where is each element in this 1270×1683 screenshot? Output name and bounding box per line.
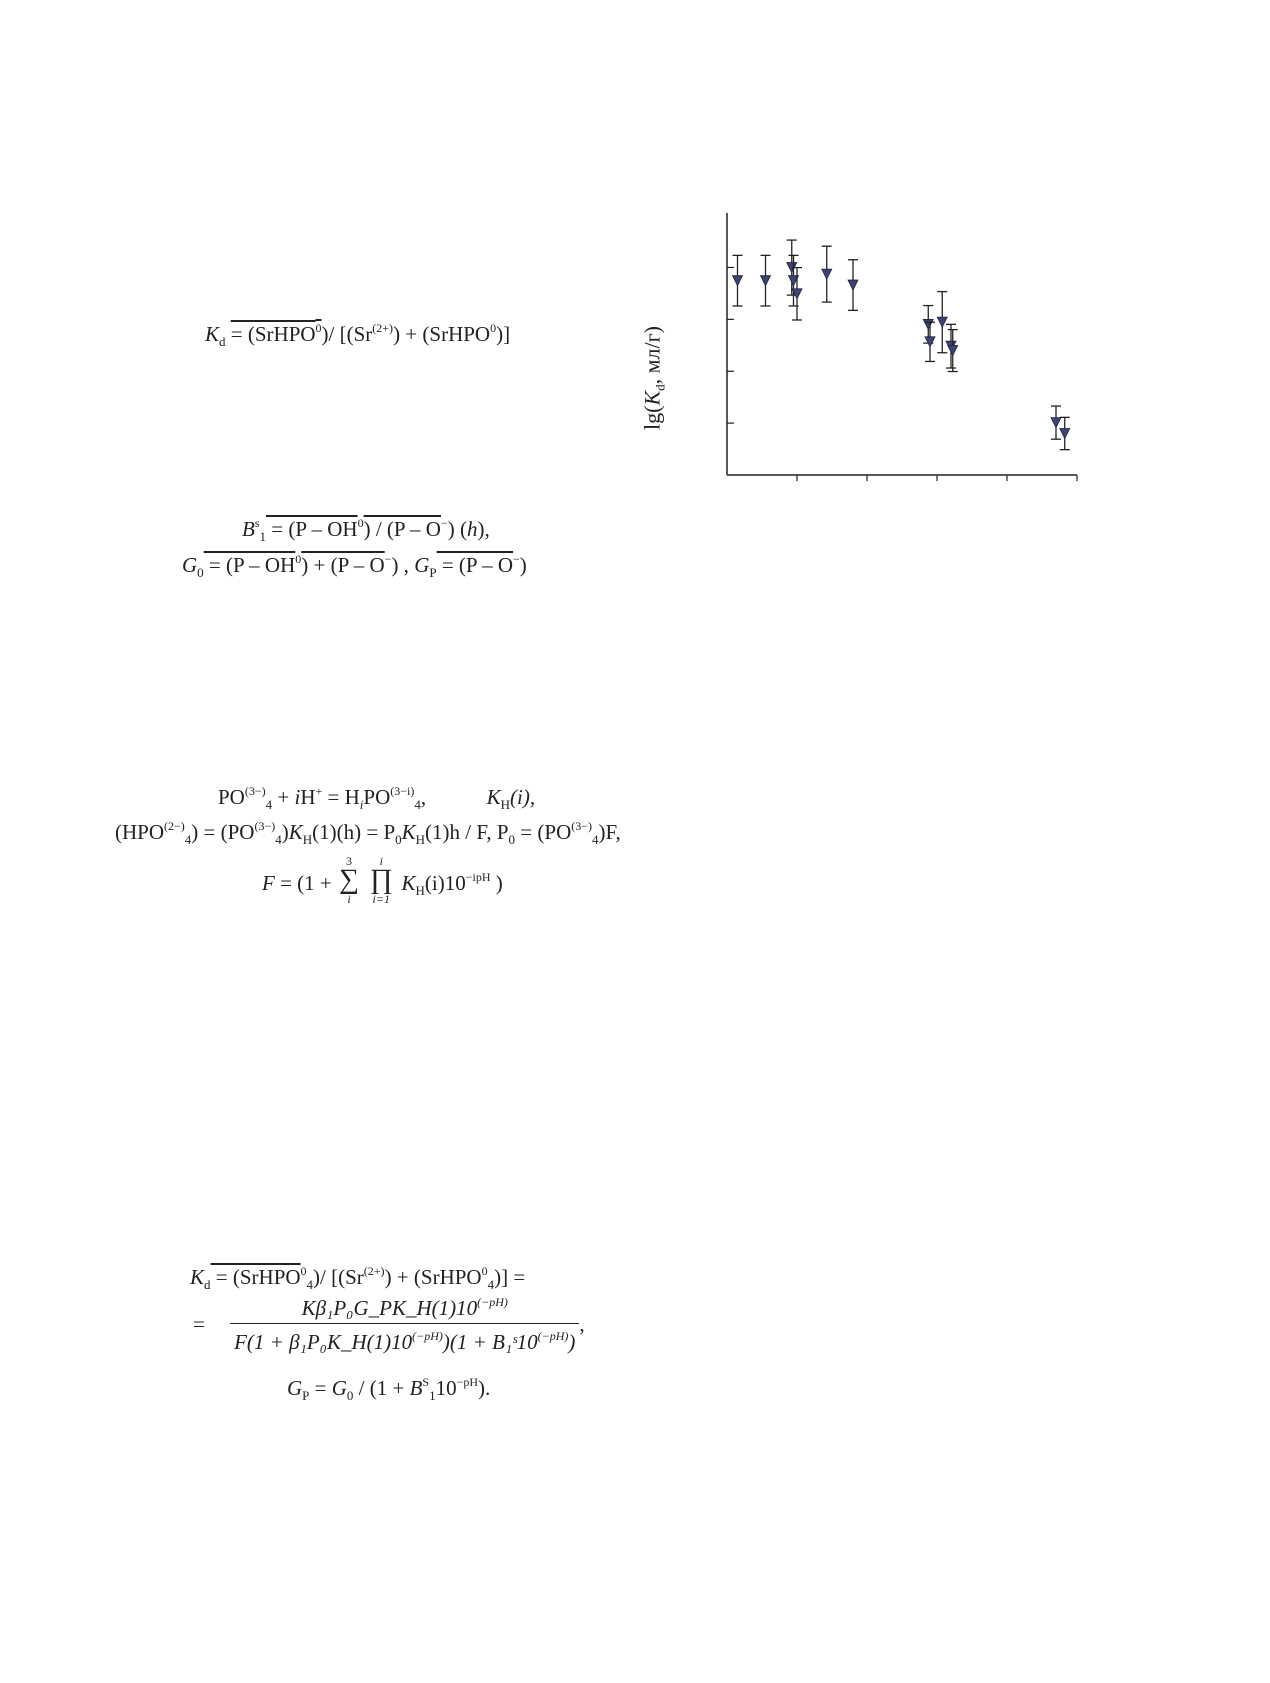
eq-superscript: (3−) xyxy=(244,784,266,798)
eq-symbol: G xyxy=(331,1376,347,1400)
eq-text: H xyxy=(300,785,316,809)
y-axis-label-subscript: d xyxy=(652,384,668,391)
eq-text: (HPO xyxy=(115,820,165,844)
eq-superscript: (3−) xyxy=(571,819,592,833)
eq-superscript: + xyxy=(315,784,323,798)
eq-text: ) xyxy=(568,1330,576,1354)
eq-subscript: 1 xyxy=(259,529,266,544)
eq-superscript: s xyxy=(254,516,260,530)
product-symbol: ∏ xyxy=(369,864,393,895)
data-point xyxy=(822,269,832,279)
eq-text: ) + (P – O xyxy=(301,553,385,577)
eq-text: )/ [(Sr xyxy=(313,1265,364,1289)
eq-subscript: 1 xyxy=(429,1388,436,1403)
eq-text: ) , xyxy=(391,553,415,577)
eq-text: )] xyxy=(496,322,511,346)
sum-symbol: ∑ xyxy=(339,864,359,895)
eq-text: = (SrHPO xyxy=(210,1265,301,1289)
eq-limit: 3 xyxy=(346,854,353,868)
eq-subscript: H xyxy=(415,883,425,898)
equation-hpo4-concentration xyxy=(115,820,621,846)
data-point xyxy=(948,346,958,356)
equation-kd-final xyxy=(190,1265,525,1291)
eq-superscript: (2+) xyxy=(372,321,394,335)
eq-text: = (SrHPO xyxy=(230,322,316,346)
eq-superscript: (2+) xyxy=(363,1264,385,1278)
eq-text: ) xyxy=(519,553,527,577)
eq-symbol: K xyxy=(401,820,416,844)
eq-text: = (P – O xyxy=(436,553,513,577)
eq-superscript: 0 xyxy=(300,1264,307,1278)
eq-text: PO xyxy=(363,785,391,809)
eq-symbol: G xyxy=(287,1376,303,1400)
eq-subscript: H xyxy=(415,832,426,847)
fraction-denominator xyxy=(230,1324,579,1353)
eq-superscript: − xyxy=(384,552,392,566)
eq-subscript: 0 xyxy=(197,565,204,580)
eq-text: = xyxy=(193,1312,205,1336)
data-point xyxy=(733,276,743,286)
eq-subscript: 4 xyxy=(414,797,421,812)
equation-gp xyxy=(287,1376,490,1402)
data-point xyxy=(761,276,771,286)
eq-text: )] = xyxy=(494,1265,526,1289)
eq-subscript: 0 xyxy=(508,832,516,847)
data-point xyxy=(925,337,935,347)
eq-superscript: (2−) xyxy=(164,819,185,833)
eq-symbol: G xyxy=(182,553,198,577)
eq-term xyxy=(401,870,503,898)
eq-superscript: (−pH) xyxy=(537,1329,569,1343)
eq-superscript: −ipH xyxy=(465,870,491,884)
eq-text: 10 xyxy=(435,1376,457,1400)
eq-symbol: B xyxy=(242,517,255,541)
eq-symbol: B xyxy=(409,1376,423,1400)
y-axis-label-symbol: K xyxy=(639,390,665,406)
eq-text: )F, xyxy=(598,820,621,844)
eq-text: Kβ₁P₀G_PK_H(1)10 xyxy=(301,1296,478,1320)
eq-symbol: K xyxy=(205,322,220,346)
eq-text: ) ( xyxy=(447,517,467,541)
eq-symbol: h xyxy=(467,517,478,541)
eq-text: = (PO xyxy=(515,820,572,844)
eq-symbol: K xyxy=(190,1265,205,1289)
eq-text: + xyxy=(272,785,295,809)
eq-text: PO xyxy=(218,785,245,809)
eq-text: ) xyxy=(490,871,503,895)
eq-superscript: (−pH) xyxy=(477,1295,508,1309)
eq-text: ) / (P – O xyxy=(363,517,441,541)
y-axis-label-units: , мл/г) xyxy=(639,325,665,385)
eq-text: = (P – OH xyxy=(203,553,296,577)
eq-text: , xyxy=(420,785,427,809)
data-point xyxy=(923,319,933,329)
eq-subscript: P xyxy=(302,1388,310,1403)
eq-text: (i)10 xyxy=(424,871,466,895)
eq-subscript: H xyxy=(302,832,313,847)
eq-subscript: d xyxy=(219,334,226,349)
eq-text: / (1 + xyxy=(353,1376,410,1400)
eq-symbol: F xyxy=(262,871,275,895)
sum-operator xyxy=(337,855,361,905)
eq-limit: i xyxy=(379,854,383,868)
equation-phosphate-protonation xyxy=(218,785,535,811)
fraction-numerator xyxy=(230,1296,579,1324)
data-point xyxy=(1060,429,1070,439)
data-point xyxy=(937,317,947,327)
y-axis-label-text: lg( xyxy=(639,405,665,431)
eq-symbol: K xyxy=(486,785,501,809)
eq-text: = xyxy=(309,1376,332,1400)
eq-text: ) = (PO xyxy=(191,820,255,844)
product-operator xyxy=(366,855,396,905)
eq-subscript: d xyxy=(204,1277,211,1292)
eq-text: F(1 + β₁P₀K_H(1)10 xyxy=(234,1330,413,1354)
eq-text: = (1 + xyxy=(274,871,338,895)
eq-subscript: 4 xyxy=(487,1277,495,1292)
eq-text: ) + (SrHPO xyxy=(393,322,491,346)
eq-subscript: P xyxy=(429,565,437,580)
data-point xyxy=(1051,418,1061,428)
eq-subscript: H xyxy=(500,797,511,812)
eq-text: (1)h / F, P xyxy=(425,820,509,844)
eq-superscript: (3−) xyxy=(254,819,276,833)
eq-superscript: S xyxy=(422,1375,430,1389)
eq-subscript: 4 xyxy=(265,797,273,812)
eq-symbol: i xyxy=(294,785,301,809)
eq-superscript: (3−i) xyxy=(390,784,415,798)
chart-axes xyxy=(727,213,1077,481)
eq-text: ) + (SrHPO xyxy=(384,1265,482,1289)
eq-limit: i=1 xyxy=(372,892,390,906)
equation-g0-gp xyxy=(182,553,527,579)
eq-superscript: − xyxy=(513,552,520,566)
eq-subscript: 4 xyxy=(306,1277,314,1292)
eq-text: ). xyxy=(478,1376,491,1400)
eq-superscript: − xyxy=(440,516,448,530)
eq-text: ) xyxy=(281,820,289,844)
fraction xyxy=(230,1296,579,1353)
eq-text: (1)(h) = P xyxy=(312,820,396,844)
eq-subscript: 0 xyxy=(395,832,402,847)
eq-superscript: 0 xyxy=(295,552,302,566)
eq-limit: i xyxy=(347,892,351,906)
eq-text: )(1 + B₁ˢ10 xyxy=(442,1330,538,1354)
eq-subscript: 4 xyxy=(184,832,192,847)
eq-superscript: 0 xyxy=(315,321,322,335)
eq-superscript: 0 xyxy=(357,516,364,530)
eq-symbol: G xyxy=(414,553,430,577)
data-point xyxy=(848,280,858,290)
eq-subscript: 4 xyxy=(592,832,599,847)
eq-text: (i), xyxy=(510,785,536,809)
eq-superscript: 0 xyxy=(481,1264,488,1278)
chart-points xyxy=(733,240,1070,450)
equation-kd-definition xyxy=(205,322,510,348)
eq-subscript: 4 xyxy=(275,832,282,847)
eq-text: = (P – OH xyxy=(266,517,358,541)
equation-f-definition xyxy=(262,855,503,905)
equation-kd-fraction xyxy=(193,1296,585,1353)
eq-superscript: −pH xyxy=(456,1375,479,1389)
eq-text: )/ [(Sr xyxy=(321,322,373,346)
eq-superscript: 0 xyxy=(490,321,497,335)
scatter-chart xyxy=(650,200,1090,490)
equation-b1s xyxy=(242,517,490,543)
eq-symbol: K xyxy=(401,871,416,895)
eq-subscript: 0 xyxy=(346,1388,354,1403)
eq-symbol: K xyxy=(288,820,303,844)
eq-text: = H xyxy=(322,785,360,809)
eq-superscript: (−pH) xyxy=(412,1329,443,1343)
eq-overlined-term xyxy=(231,322,322,346)
eq-subscript: i xyxy=(359,797,364,812)
eq-text: ), xyxy=(477,517,490,541)
eq-text: , xyxy=(579,1312,585,1336)
